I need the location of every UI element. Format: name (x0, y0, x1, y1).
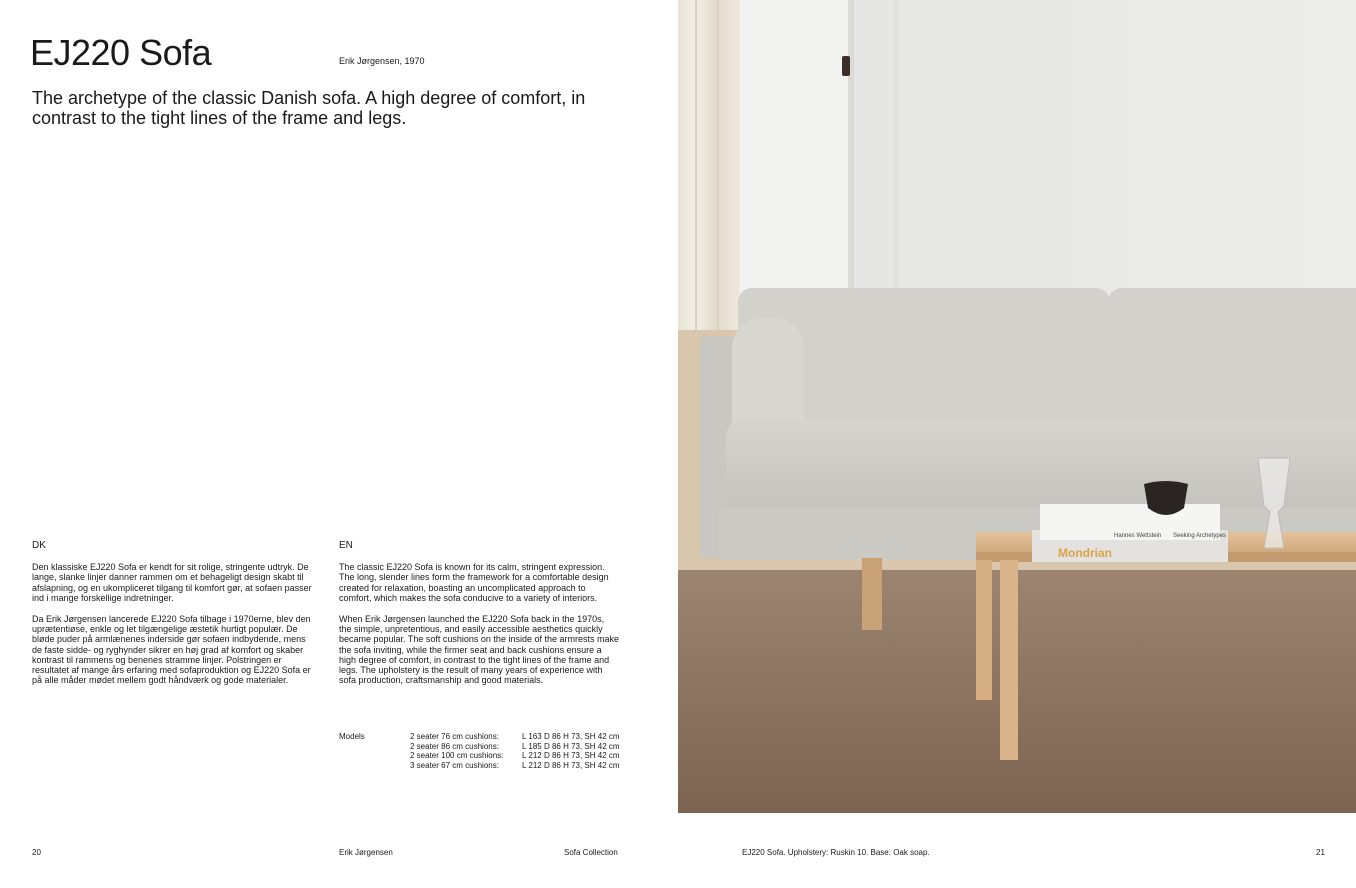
danish-label: DK (32, 540, 46, 551)
door-handle-icon (842, 56, 850, 76)
danish-column (32, 541, 312, 696)
model-name: 2 seater 86 cm cushions: (410, 741, 499, 751)
lead-text: The archetype of the classic Danish sofa. A high degree of comfort, in contrast to the tight lines of the frame and legs. (32, 88, 586, 128)
model-row (410, 732, 620, 742)
book-title: Hannes Wettstein (1114, 533, 1162, 539)
english-column (339, 541, 619, 696)
footer-collection: Sofa Collection (564, 848, 618, 857)
page-number-right: 21 (1316, 848, 1325, 857)
page-title: EJ220 Sofa (30, 32, 212, 73)
model-dimensions: L 185 D 86 H 73, SH 42 cm (522, 741, 620, 751)
model-row (410, 761, 620, 771)
book-subtitle: Seeking Archetypes (1173, 533, 1227, 539)
seat-cushion-left (726, 420, 1162, 516)
designer-credit: Erik Jørgensen, 1970 (339, 56, 425, 66)
sofa-illustration (678, 0, 1356, 813)
model-name: 2 seater 76 cm cushions: (410, 732, 499, 741)
door (740, 0, 850, 300)
danish-paragraph-1: Den klassiske EJ220 Sofa er kendt for sit rolige, stringente udtryk. De lange, slanke linjer danner rammen om et behageligt design skabt til afslapning, og en ukompliceret tilgang til komfort gør, at sofaen passer ind i mange forskellige indretninger. (32, 562, 312, 603)
table-leg (976, 560, 992, 700)
sofa-leg (862, 558, 882, 630)
model-dimensions: L 212 D 86 H 73, SH 42 cm (522, 760, 620, 770)
english-paragraph-2: When Erik Jørgensen launched the EJ220 Sofa back in the 1970s, the simple, unpretentious, and easily accessible aesthetics quickly became popular. The soft cushions on the inside of the armrests make the sofa inviting, while the firmer seat and back cushions ensure a high degree of comfort, in contrast to the tight lines of the frame and legs. The upholstery is the result of many years of experience with sofa production, craftsmanship and good materials. (339, 614, 619, 686)
danish-paragraph-2: Da Erik Jørgensen lancerede EJ220 Sofa tilbage i 1970erne, blev den uprætentiøse, enkle og let tilgængelige æstetik hurtigt populær. De bløde puder på armlænenes inderside gør sofaen indbydende, mens de faste sidde- og ryghynder sikrer en høj grad af komfort og skaber kontrast til rammens og benenes stramme linjer. Polstringen er resultatet af mange års erfaring med sofaproduktion og EJ220 Sofa er på alle måder mødet mellem godt håndværk og gode materialer. (32, 614, 311, 686)
table-leg (1000, 560, 1018, 760)
model-row (410, 742, 620, 752)
book-spine: Mondrian (1058, 546, 1112, 560)
model-row (410, 751, 620, 761)
photo-caption: EJ220 Sofa. Upholstery: Ruskin 10. Base: Oak soap. (742, 848, 930, 857)
model-dimensions: L 163 D 86 H 73, SH 42 cm (522, 732, 620, 741)
model-name: 2 seater 100 cm cushions: (410, 751, 504, 761)
footer-author: Erik Jørgensen (339, 848, 393, 857)
curtain (678, 0, 740, 340)
english-paragraph-1: The classic EJ220 Sofa is known for its calm, stringent expression. The long, slender lines form the framework for a comfortable design created for relaxation, boasting an uncomplicated approach to comfort, which makes the sofa conducive to a variety of interiors. (339, 562, 609, 603)
page-number-left: 20 (32, 848, 41, 857)
english-label: EN (339, 540, 353, 551)
sofa-photo (678, 0, 1356, 813)
models-label: Models (339, 732, 365, 741)
back-cushion-right (1108, 288, 1356, 436)
model-dimensions: L 212 D 86 H 73, SH 42 cm (522, 751, 620, 761)
models-list (410, 732, 620, 770)
model-name: 3 seater 67 cm cushions: (410, 760, 499, 770)
